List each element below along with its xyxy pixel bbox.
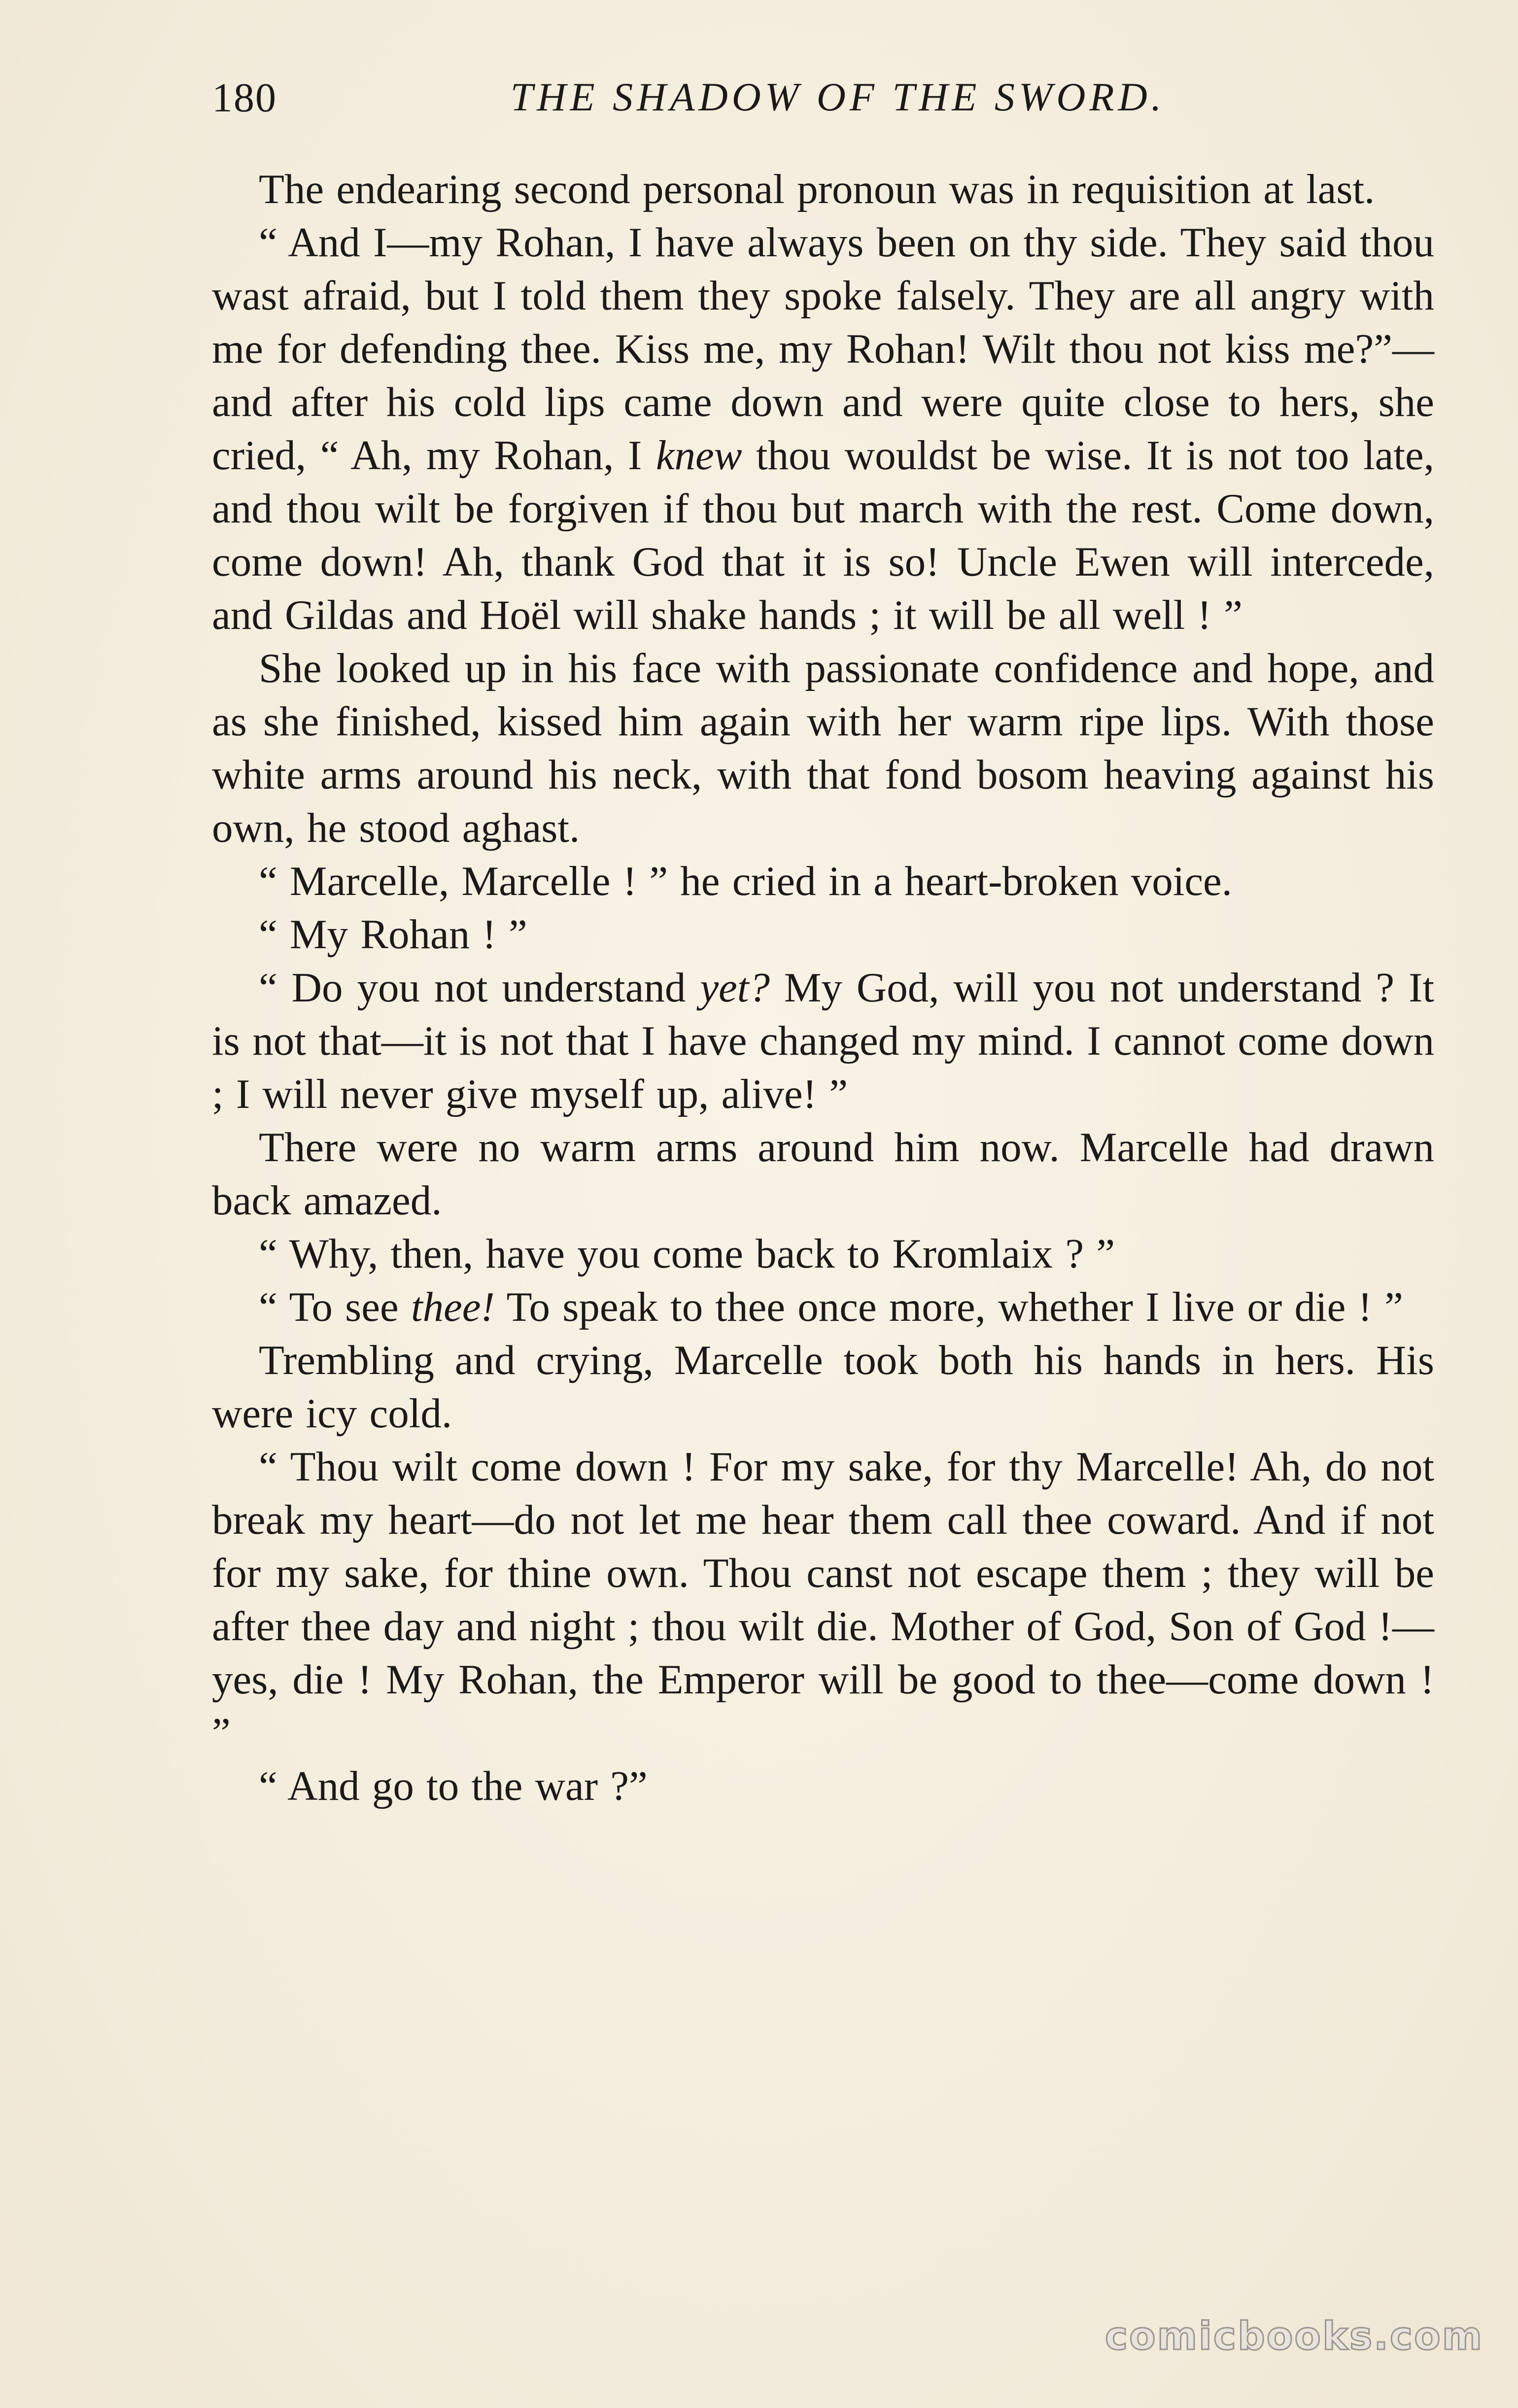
text-run: “ And go to the war ?” <box>259 1763 648 1809</box>
paragraph <box>212 1227 1434 1280</box>
text-run: “ My Rohan ! ” <box>259 911 527 958</box>
text-run: “ Marcelle, Marcelle ! ” he cried in a heart-broken voice. <box>259 858 1233 904</box>
paragraph <box>212 1334 1434 1440</box>
paragraph <box>212 1759 1434 1813</box>
paragraph <box>212 908 1434 961</box>
text-run: Trembling and crying, Marcelle took both his hands in hers. His were icy cold. <box>212 1337 1434 1437</box>
page-number: 180 <box>212 75 277 121</box>
paragraph <box>212 1121 1434 1227</box>
italic-text: thee! <box>411 1284 495 1330</box>
running-head <box>212 74 1434 128</box>
italic-text: yet? <box>700 964 770 1011</box>
watermark-logo: comicbooks.com <box>1104 2314 1484 2359</box>
text-run: My God, will you not understand ? It is not that—it is not that I have changed my mind. I cannot come down ; I will never give myself up, alive! ” <box>212 964 1434 1117</box>
paragraph <box>212 216 1434 642</box>
paragraph <box>212 163 1434 216</box>
text-run: “ Thou wilt come down ! For my sake, for thy Marcelle! Ah, do not break my heart—do not let me hear them call thee coward. And if not for my sake, for thine own. Thou canst not escape them ; they will be after thee day and night ; thou wilt die. Mother of God, Son of God !—yes, die ! My Rohan, the Emperor will be good to thee—come down ! ” <box>212 1444 1434 1756</box>
paragraph <box>212 1440 1434 1759</box>
text-run: “ Why, then, have you come back to Kromlaix ? ” <box>259 1231 1115 1277</box>
paragraph <box>212 855 1434 908</box>
book-title: THE SHADOW OF THE SWORD. <box>510 74 1166 119</box>
text-run: “ To see <box>259 1284 411 1330</box>
text-run: There were no warm arms around him now. Marcelle had drawn back amazed. <box>212 1124 1434 1224</box>
paragraph <box>212 961 1434 1121</box>
text-run: “ And I—my Rohan, I have always been on thy side. They said thou wast afraid, but I told them they spoke falsely. They are all angry with me for defending thee. Kiss me, my Rohan! Wilt thou not kiss me?”—and after his cold lips came down and were quite close to hers, she cried, “ Ah, my Rohan, I <box>212 219 1434 479</box>
text-run: The endearing second personal pronoun was in requisition at last. <box>259 166 1375 212</box>
italic-text: knew <box>656 432 742 479</box>
text-run: She looked up in his face with passionate confidence and hope, and as she finished, kissed him again with her warm ripe lips. With those white arms around his neck, with that fond bosom heaving against his own, he stood aghast. <box>212 645 1434 851</box>
text-run: thou wouldst be wise. It is not too late, and thou wilt be forgiven if thou but march with the rest. Come down, come down! Ah, thank God that it is so! Uncle Ewen will intercede, and Gildas and Hoël will shake hands ; it will be all well ! ” <box>212 432 1434 638</box>
body-text <box>212 163 1434 1813</box>
paragraph <box>212 642 1434 855</box>
text-run: To speak to thee once more, whether I live or die ! ” <box>494 1284 1403 1330</box>
text-run: “ Do you not understand <box>259 964 700 1011</box>
paragraph <box>212 1280 1434 1334</box>
